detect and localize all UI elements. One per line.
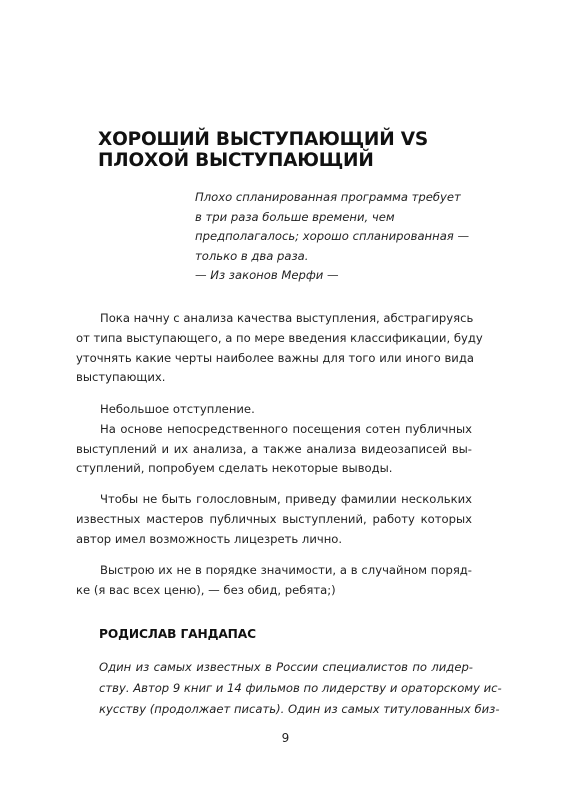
section-paragraph-line: кусству (продолжает писать). Один из самых титулованных биз- — [99, 702, 500, 716]
epigraph — [195, 188, 485, 286]
epigraph-line: Плохо спланированная программа требует — [195, 190, 461, 204]
paragraph-line: ступлений, попробуем сделать некоторые выводы. — [76, 461, 393, 476]
paragraph-line: На основе непосредственного посещения сотен публичных — [100, 421, 472, 436]
paragraph-line: Небольшое отступление. — [100, 402, 255, 416]
paragraph-4 — [76, 561, 472, 601]
section-heading: РОДИСЛАВ ГАНДАПАС — [99, 627, 256, 641]
section-paragraph-line: Один из самых известных в России специалистов по лидер- — [99, 660, 473, 674]
paragraph-line: выступлений и их анализа, а также анализа видеозаписей вы- — [76, 441, 472, 456]
epigraph-line: только в два раза. — [195, 248, 309, 263]
paragraph-3 — [76, 490, 472, 549]
paragraph-line: от типа выступающего, а по мере введения классификации, буду — [76, 330, 483, 345]
paragraph-1 — [76, 309, 483, 388]
paragraph-line: известных мастеров публичных выступлений, работу которых — [76, 511, 472, 526]
epigraph-line: предполагалось; хорошо спланированная — — [195, 229, 470, 244]
section-paragraph-line: ству. Автор 9 книг и 14 фильмов по лидерству и ораторскому ис- — [99, 681, 502, 695]
epigraph-line: в три раза больше времени, чем — [195, 209, 395, 224]
chapter-title-line-2: ПЛОХОЙ ВЫСТУПАЮЩИЙ — [98, 150, 374, 171]
paragraph-2 — [76, 400, 472, 479]
paragraph-line: Чтобы не быть голословным, приведу фамилии нескольких — [100, 492, 472, 506]
chapter-title-line-1: ХОРОШИЙ ВЫСТУПАЮЩИЙ VS — [98, 129, 428, 150]
paragraph-line: Выстрою их не в порядке значимости, а в случайном поряд- — [100, 563, 472, 577]
section-paragraph — [99, 657, 502, 720]
paragraph-line: Пока начну с анализа качества выступления, абстрагируясь — [100, 311, 474, 325]
paragraph-line: выступающих. — [76, 370, 166, 385]
epigraph-attribution: — Из законов Мерфи — — [195, 268, 339, 283]
paragraph-line: уточнять какие черты наиболее важны для того или иного вида — [76, 350, 474, 365]
paragraph-line: ке (я вас всех ценю), — без обид, ребята;) — [76, 582, 336, 597]
paragraph-line: автор имел возможность лицезреть лично. — [76, 531, 343, 546]
page-number: 9 — [281, 731, 290, 745]
chapter-title — [98, 129, 478, 171]
